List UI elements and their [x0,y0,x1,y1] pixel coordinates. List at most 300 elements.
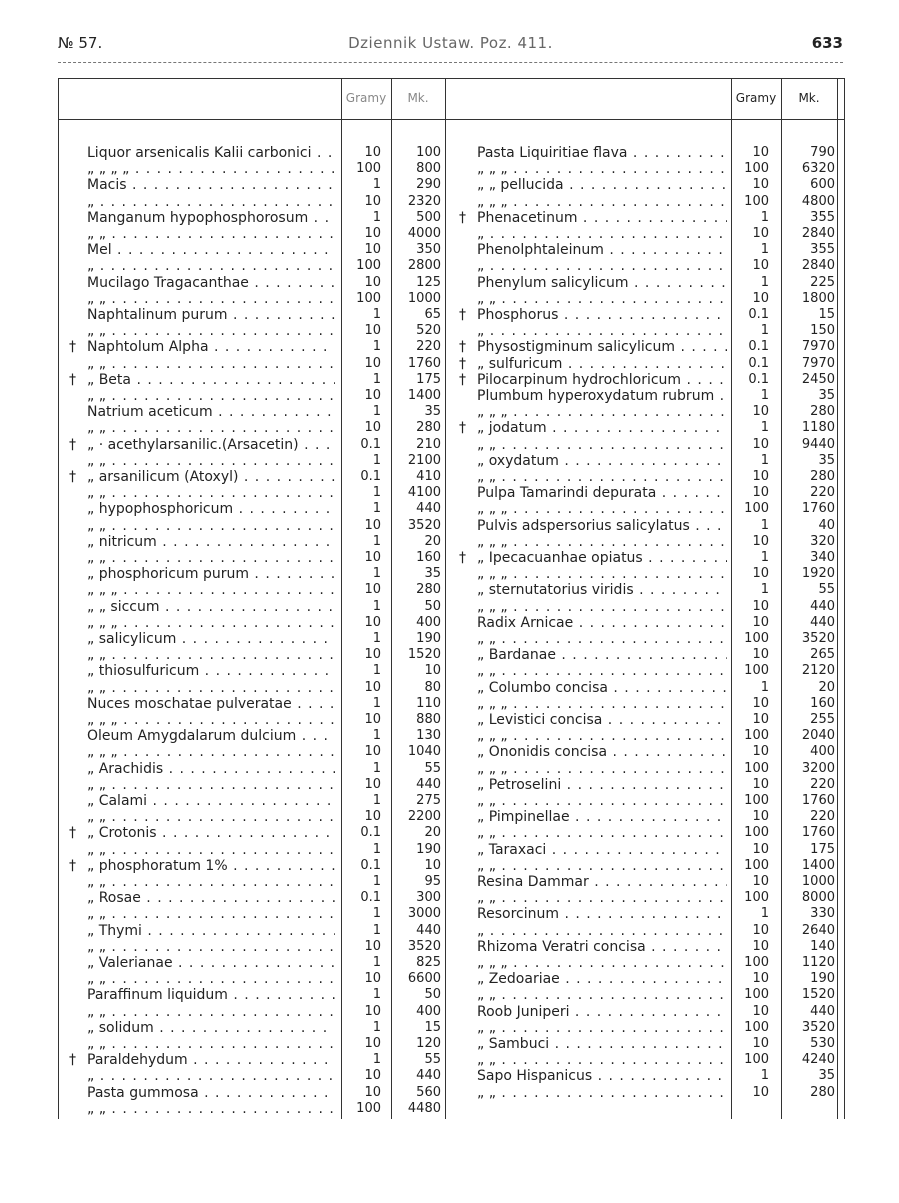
item-name: „ Pimpinellae . . . [477,809,727,825]
grams-value: 10 [364,242,381,258]
grams-value: 10 [364,517,381,533]
item-name: Pasta Liquiritiae flava . . . [477,145,727,161]
item-name: Manganum hypophosphorosum . . . [87,210,335,226]
price-value: 10 [424,663,441,679]
item-name: „ „ . . . [87,971,335,987]
price-value: 265 [810,647,835,663]
price-value: 440 [810,1003,835,1019]
price-value: 175 [416,371,441,387]
price-value: 3520 [407,517,441,533]
item-name: „ „ „ . . . [477,728,727,744]
price-value: 280 [416,420,441,436]
item-name: „ „ . . . [87,518,335,534]
item-name: „ „ „ . . . [477,955,727,971]
price-value: 220 [810,809,835,825]
item-name: „ „ . . . [477,291,727,307]
item-name: „ „ „ . . . [477,534,727,550]
grams-value: 1 [372,922,381,938]
grams-value: 0.1 [748,371,769,387]
price-value: 40 [818,517,835,533]
page-header [58,34,843,56]
item-name: „ „ . . . [87,842,335,858]
item-name: „ „ . . . [87,485,335,501]
price-value: 1120 [801,955,835,970]
item-name: Paraldehydum . . . [87,1052,335,1068]
grams-value: 1 [372,209,381,225]
price-value: 330 [810,906,835,922]
price-value: 35 [818,1068,835,1084]
grams-value: 100 [744,193,769,209]
price-value: 110 [416,695,441,711]
price-value: 220 [416,339,441,355]
grams-value: 10 [752,485,769,501]
item-name: „ „ . . . [477,663,727,679]
item-name: „ phosphoratum 1% . . . [87,858,335,874]
grams-value: 1 [372,533,381,549]
price-value: 1760 [407,355,441,371]
grams-value: 10 [752,776,769,792]
price-value: 1180 [801,420,835,436]
item-name: Pasta gummosa . . . [87,1085,335,1101]
item-name: „ Levistici concisa . . . [477,712,727,728]
grams-value: 100 [356,258,381,274]
grams-value: 10 [364,1084,381,1100]
item-name: „ „ . . . [87,323,335,339]
journal-title: Dziennik Ustaw. Poz. 411. [348,34,553,52]
grams-value: 10 [364,355,381,371]
item-name: Paraffinum liquidum . . . [87,987,335,1003]
item-name: „ Arachidis . . . [87,761,335,777]
grams-value: 1 [372,841,381,857]
grams-value: 1 [372,874,381,889]
item-name: „ Ononidis concisa . . . [477,744,727,760]
item-name: „ Rosae . . . [87,890,335,906]
grams-value: 1 [760,517,769,533]
item-name: „ „ „ . . . [87,712,335,728]
price-value: 3000 [407,906,441,922]
grams-value: 10 [752,712,769,727]
price-value: 2840 [801,258,835,274]
price-value: 225 [810,274,835,290]
price-value: 100 [416,145,441,160]
grams-value: 10 [364,647,381,663]
dagger-mark: † [459,339,466,356]
grams-value: 10 [364,712,381,727]
price-value: 3520 [801,631,835,646]
right-mk-header: Mk. [798,91,820,105]
grams-value: 1 [372,566,381,582]
grams-value: 100 [356,290,381,306]
grams-value: 1 [372,1052,381,1068]
grams-value: 10 [364,1036,381,1051]
price-value: 95 [424,874,441,889]
grams-value: 1 [760,452,769,468]
grams-value: 1 [372,485,381,501]
price-value: 35 [818,452,835,468]
price-value: 440 [416,922,441,938]
item-name: „ „ . . . [87,388,335,404]
grams-value: 10 [364,971,381,987]
price-value: 65 [424,307,441,322]
grams-value: 1 [760,388,769,403]
price-value: 1760 [801,793,835,808]
grams-value: 10 [752,533,769,549]
price-value: 355 [810,209,835,225]
item-name: Phosphorus . . . [477,307,727,323]
price-value: 120 [416,1036,441,1051]
item-name: „ „ „ . . . [477,761,727,777]
item-name: Pulvis adspersorius salicylatus . . . [477,518,727,534]
price-value: 340 [810,550,835,565]
grams-value: 1 [372,177,381,193]
price-value: 600 [810,177,835,193]
price-value: 50 [424,598,441,614]
item-name: Phenacetinum . . . [477,210,727,226]
item-name: Naphtolum Alpha . . . [87,339,335,355]
price-value: 1040 [407,744,441,760]
grams-value: 100 [744,161,769,177]
item-name: Oleum Amygdalarum dulcium . . . [87,728,335,744]
price-value: 2640 [801,922,835,938]
right-grams-header: Gramy [735,91,777,105]
grams-value: 10 [752,971,769,987]
item-name: „ Beta . . . [87,372,335,388]
price-value: 190 [416,631,441,646]
price-value: 1520 [801,987,835,1003]
price-value: 4000 [407,226,441,241]
item-name: „ Thymi . . . [87,923,335,939]
item-name: „ jodatum . . . [477,420,727,436]
item-name: „ . . . [477,258,727,274]
item-name: „ solidum . . . [87,1020,335,1036]
price-value: 3520 [801,1019,835,1035]
grams-value: 10 [364,582,381,598]
item-name: „ Ipecacuanhae opiatus . . . [477,550,727,566]
grams-value: 0.1 [360,469,381,484]
grams-value: 1 [372,631,381,646]
item-name: „ „ „ . . . [477,161,727,177]
grams-value: 1 [372,760,381,776]
price-value: 35 [424,404,441,420]
left-mk-header: Mk. [407,91,429,105]
item-name: „ „ . . . [87,453,335,469]
grams-value: 1 [760,242,769,258]
price-value: 150 [810,323,835,339]
item-name: „ hypophosphoricum . . . [87,501,335,517]
grams-value: 100 [744,663,769,679]
grams-value: 100 [356,161,381,177]
header-separator [59,119,844,120]
item-name: „ Crotonis . . . [87,825,335,841]
grams-value: 100 [744,955,769,970]
item-name: „ „ . . . [87,356,335,372]
item-name: Nuces moschatae pulveratae . . . [87,696,335,712]
price-value: 20 [424,533,441,549]
item-name: „ „ „ „ . . . [87,161,335,177]
item-name: „ „ . . . [477,825,727,841]
item-name: „ oxydatum . . . [477,453,727,469]
item-name: „ „ „ . . . [87,744,335,760]
grams-value: 10 [364,323,381,339]
item-name: Pilocarpinum hydrochloricum . . . [477,372,727,388]
price-value: 190 [810,971,835,987]
price-value: 355 [810,242,835,258]
item-name: „ . . . [477,226,727,242]
grams-value: 10 [364,420,381,436]
dagger-mark: † [69,857,76,874]
item-name: „ Petroselini . . . [477,777,727,793]
grams-value: 10 [364,679,381,695]
price-value: 2200 [407,809,441,825]
item-name: Radix Arnicae . . . [477,615,727,631]
price-value: 20 [818,679,835,695]
col-divider [837,79,838,1119]
price-value: 1000 [801,874,835,889]
item-name: „ „ . . . [87,1036,335,1052]
price-value: 125 [416,274,441,290]
item-name: „ „ . . . [477,1085,727,1101]
price-value: 4800 [801,193,835,209]
price-value: 400 [416,1003,441,1019]
price-value: 410 [416,469,441,484]
price-value: 140 [810,938,835,954]
price-value: 280 [416,582,441,598]
grams-value: 100 [744,890,769,906]
grams-value: 1 [760,582,769,598]
item-name: „ „ . . . [477,469,727,485]
price-value: 1760 [801,825,835,841]
grams-value: 100 [744,1019,769,1035]
grams-value: 1 [372,906,381,922]
item-name: Physostigminum salicylicum . . . [477,339,727,355]
grams-value: 10 [752,938,769,954]
item-name: „ Calami . . . [87,793,335,809]
item-name: „ phosphoricum purum . . . [87,566,335,582]
price-value: 1400 [407,388,441,403]
price-value: 4100 [407,485,441,501]
grams-value: 100 [744,760,769,776]
price-value: 280 [810,469,835,484]
item-name: „ Sambuci . . . [477,1036,727,1052]
price-value: 440 [416,501,441,517]
price-value: 7970 [801,339,835,355]
grams-value: 10 [752,1084,769,1100]
price-value: 1000 [407,290,441,306]
grams-value: 1 [372,501,381,517]
grams-value: 1 [372,955,381,970]
item-name: „ „ . . . [477,1052,727,1068]
price-value: 2320 [407,193,441,209]
grams-value: 10 [364,388,381,403]
grams-value: 10 [752,647,769,663]
dagger-mark: † [459,355,466,372]
item-name: „ . . . [87,258,335,274]
grams-value: 0.1 [360,436,381,452]
grams-value: 10 [752,404,769,420]
price-value: 35 [424,566,441,582]
item-name: „ „ . . . [87,420,335,436]
grams-value: 100 [744,825,769,841]
item-name: „ . . . [477,323,727,339]
price-value: 1920 [801,566,835,582]
price-value: 800 [416,161,441,177]
grams-value: 100 [744,728,769,744]
item-name: „ · acethylarsanilic.(Arsacetin) . . . [87,437,335,453]
grams-value: 0.1 [748,355,769,371]
grams-value: 0.1 [360,825,381,841]
item-name: „ „ „ . . . [477,501,727,517]
grams-value: 100 [356,1100,381,1116]
item-name: „ „ . . . [87,939,335,955]
price-value: 220 [810,485,835,501]
price-value: 55 [424,760,441,776]
grams-value: 10 [364,809,381,825]
price-value: 290 [416,177,441,193]
item-name: „ Bardanae . . . [477,647,727,663]
grams-value: 10 [752,841,769,857]
price-value: 440 [810,598,835,614]
item-name: „ Valerianae . . . [87,955,335,971]
grams-value: 10 [364,1068,381,1084]
price-value: 2840 [801,226,835,241]
grams-value: 10 [752,177,769,193]
grams-value: 10 [752,598,769,614]
grams-value: 10 [364,145,381,160]
grams-value: 1 [760,209,769,225]
grams-value: 10 [752,809,769,825]
item-name: Macis . . . [87,177,335,193]
item-name: Rhizoma Veratri concisa . . . [477,939,727,955]
grams-value: 10 [364,1003,381,1019]
item-name: Resina Dammar . . . [477,874,727,890]
price-value: 55 [424,1052,441,1068]
item-name: „ „ „ . . . [477,696,727,712]
grams-value: 1 [760,550,769,565]
price-table [58,78,845,1119]
grams-value: 1 [372,663,381,679]
dagger-mark: † [459,420,466,437]
item-name: „ „ „ . . . [477,404,727,420]
price-value: 15 [818,307,835,322]
dagger-mark: † [69,436,76,453]
item-name: „ „ „ . . . [87,582,335,598]
item-name: „ . . . [477,923,727,939]
item-name: „ „ . . . [87,550,335,566]
price-value: 160 [810,695,835,711]
header-rule [58,62,843,63]
dagger-mark: † [69,339,76,356]
price-value: 440 [416,1068,441,1084]
grams-value: 10 [364,744,381,760]
grams-value: 1 [372,452,381,468]
grams-value: 0.1 [748,339,769,355]
price-value: 320 [810,533,835,549]
price-value: 1800 [801,290,835,306]
grams-value: 1 [372,371,381,387]
grams-value: 1 [372,793,381,808]
item-name: „ „ „ . . . [477,566,727,582]
dagger-mark: † [459,209,466,226]
grams-value: 10 [752,1003,769,1019]
price-value: 2100 [407,452,441,468]
price-value: 3520 [407,938,441,954]
grams-value: 10 [752,744,769,760]
item-name: Phenylum salicylicum . . . [477,275,727,291]
item-name: „ „ „ . . . [477,194,727,210]
item-name: „ sternutatorius viridis . . . [477,582,727,598]
item-name: „ „ . . . [477,793,727,809]
item-name: „ „ pellucida . . . [477,177,727,193]
price-value: 2450 [801,371,835,387]
price-value: 520 [416,323,441,339]
price-value: 2040 [801,728,835,744]
price-value: 500 [416,209,441,225]
item-name: „ „ „ . . . [87,615,335,631]
item-name: Resorcinum . . . [477,906,727,922]
item-name: „ Zedoariae . . . [477,971,727,987]
grams-value: 100 [744,631,769,646]
item-name: „ „ . . . [87,777,335,793]
price-value: 3200 [801,760,835,776]
price-value: 560 [416,1084,441,1100]
grams-value: 10 [752,566,769,582]
item-name: „ „ . . . [477,631,727,647]
item-name: „ „ . . . [477,987,727,1003]
price-value: 130 [416,728,441,744]
grams-value: 100 [744,857,769,873]
dagger-mark: † [69,371,76,388]
grams-value: 10 [752,290,769,306]
price-value: 6320 [801,161,835,177]
price-value: 7970 [801,355,835,371]
grams-value: 1 [760,1068,769,1084]
grams-value: 100 [744,793,769,808]
item-name: „ „ . . . [87,680,335,696]
price-value: 50 [424,987,441,1003]
price-value: 4240 [801,1052,835,1068]
grams-value: 10 [364,776,381,792]
price-value: 190 [416,841,441,857]
grams-value: 10 [364,274,381,290]
price-value: 790 [810,145,835,160]
col-divider [445,79,446,1119]
item-name: Phenolphtaleinum . . . [477,242,727,258]
price-value: 440 [416,776,441,792]
price-value: 35 [818,388,835,403]
grams-value: 1 [372,404,381,420]
item-name: „ „ . . . [87,291,335,307]
price-value: 4480 [407,1100,441,1116]
grams-value: 10 [752,226,769,241]
grams-value: 10 [364,614,381,630]
price-value: 8000 [801,890,835,906]
price-value: 55 [818,582,835,598]
item-name: Mucilago Tragacanthae . . . [87,275,335,291]
grams-value: 1 [760,323,769,339]
grams-value: 10 [752,874,769,889]
item-name: „ Columbo concisa . . . [477,680,727,696]
price-value: 350 [416,242,441,258]
dagger-mark: † [459,550,466,566]
dagger-mark: † [69,1052,76,1069]
price-value: 400 [416,614,441,630]
dagger-mark: † [459,307,466,323]
item-name: „ „ . . . [87,1101,335,1117]
grams-value: 100 [744,1052,769,1068]
price-value: 255 [810,712,835,727]
grams-value: 1 [760,420,769,436]
item-name: Sapo Hispanicus . . . [477,1068,727,1084]
